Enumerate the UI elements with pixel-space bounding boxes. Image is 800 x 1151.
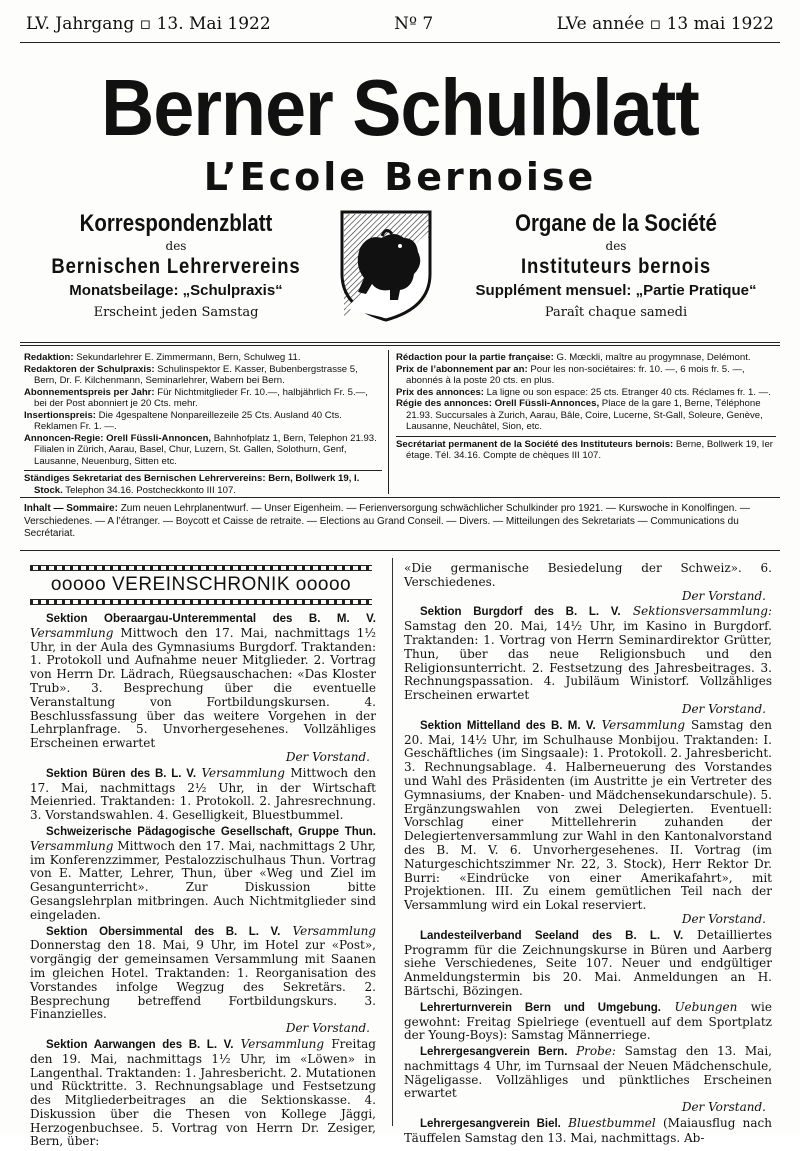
header-left-l5: Erscheint jeden Samstag: [93, 305, 259, 320]
header-rule: [20, 342, 780, 343]
header-rule-2: [20, 345, 780, 346]
issue-right: LVe année ▫ 13 mai 1922: [556, 14, 774, 34]
table-of-contents: [24, 503, 776, 541]
issue-number: Nº 7: [394, 14, 434, 34]
article-oberaargau: Sektion Oberaargau-Unteremmental des B. M. V. Versammlung Mittwoch den 17. Mai, nachmittags 1½ Uhr, in der Aula des Gymnasiums Burgdorf. Traktanden: 1. Protokoll und Aufnahme neuer Mitglieder. 2. Vortrag von Herrn Dr. Lädrach, Rüegsauschachen: «Das Kloster Trub». 3. Besprechung über die eventuelle Veranstaltung von Fortbildungskursen. 4. Beschlussfassung über das weitere Vorgehen in der Lehrplanfrage. 5. Unvorhergesehenes. Vollzähliges Erscheinen erwartet Der Vorstand.: [30, 613, 376, 764]
header-right-block: [456, 210, 776, 324]
issue-line: [26, 14, 774, 34]
masthead-title: Berner Schulblatt: [101, 63, 699, 152]
masthead-subtitle: L’Ecole Bernoise: [203, 155, 597, 199]
article-burgdorf: Sektion Burgdorf des B. L. V. Sektionsversammlung: Samstag den 20. Mai, 14½ Uhr, im Kasino in Burgdorf. Traktanden: 1. Vortrag von Herrn Seminardirektor Grütter, Thun, über das neue Religionsbuch und den Religionsunterricht. 2. Festsetzung des Jahresbeitrages. 3. Rechnungspassation. 4. Jubiläum Winistorf. Vollzähliges Erscheinen erwartet Der Vorstand.: [404, 604, 772, 716]
column-left: [30, 612, 376, 1151]
article-gesangverein-biel: Lehrergesangverein Biel. Bluestbummel (Maiausflug nach Täuffelen Samstag den 13. Mai, nachmittags. Ab-: [404, 1116, 772, 1145]
article-mittelland: Sektion Mittelland des B. M. V. Versammlung Samstag den 20. Mai, 14½ Uhr, im Schulhause Monbijou. Traktanden: I. Geschäftliches (im Singsaale): 1. Protokoll. 2. Jahresbericht. 3. Rechnungsablage. 4. Halberneuerung des Vorstandes und Wahl des Präsidenten (im Austritte je ein Vertreter des Gymnasiums, der Knaben- und Mädchensekundarschule). 5. Ergänzungswahlen von zwei Delegierten. Eventuell: Vorschlag einer Mittellehrerin zuhanden der Delegiertenversammlung zur Wahl in den Kantonalvorstand des B. M. V. 6. Unvorhergesehenes. II. Vortrag (im Naturgeschichtszimmer Nr. 22, 3. Stock), Herr Rektor Dr. Burri: «Eindrücke von einer Amerikafahrt», mit Projektionen. III. Zu einem gemütlichen Teil nach der Versammlung wird ein Lokal reserviert. Der Vorstand.: [404, 717, 772, 926]
info-divider: [388, 350, 389, 494]
info-rule: [20, 497, 780, 498]
article-seeland: Landesteilverband Seeland des B. L. V. Detailliertes Programm für die Zeichnungskurse in Büren und Aarberg siehe Verschiedenes, Seite 107. Neuer und endgültiger Anmeldungstermin bis 20. Mai. Anmeldungen an H. Bärtschi, Bözingen.: [404, 927, 772, 998]
column-divider: [392, 558, 393, 1126]
article-thun: Schweizerische Pädagogische Gesellschaft, Gruppe Thun. Versammlung Mittwoch den 17. Mai, nachmittags 2 Uhr, im Konferenzzimmer, Pestalozzischulhaus Thun. Vortrag von E. Matter, Lehrer, Thun, über «Weg und Ziel im Gesangunterricht». Zur Diskussion bitte Gesangslehrplan mitbringen. Auch Nichtmitglieder sind eingeladen.: [30, 825, 376, 922]
header-right-l2: des: [605, 239, 627, 253]
article-continuation: «Die germanische Besiedelung der Schweiz». 6. Verschiedenes. Der Vorstand.: [404, 561, 772, 603]
info-left: Redaktion: Sekundarlehrer E. Zimmermann, Bern, Schulweg 11. Redaktoren der Schulpraxis: Schulinspektor E. Kasser, Bubenbergstrasse 5, Bern, Dr. F. Kilchenmann, Seminarlehrer, Wabern bei Bern. Abonnementspreis per Jahr: Für Nichtmitglieder Fr. 10.—, halbjährlich Fr. 5.—, bei der Post abonniert je 20 Cts. mehr. Insertionspreis: Die 4gespaltene Nonpareillezeile 25 Cts. Ausland 40 Cts. Reklamen Fr. 1. —. Annoncen-Regie: Orell Füssli-Annoncen, Bahnhofplatz 1, Bern, Telephon 21.93. Filialen in Zürich, Aarau, Basel, Chur, Luzern, St. Gallen, Solothurn, Genf, Lausanne, Neuenburg, Sitten etc. Ständiges Sekretariat des Bernischen Lehrervereins: Bern, Bollwerk 19, I. Stock. Telephon 34.16. Postcheckkonto III 107.: [24, 352, 382, 496]
header-left-l3: Bernischen Lehrervereins: [51, 255, 301, 278]
ornament-bottom: [30, 599, 372, 605]
bear-coat-of-arms-icon: [338, 208, 434, 324]
header-right-l5: Paraît chaque samedi: [544, 305, 688, 320]
article-obersimmental: Sektion Obersimmental des B. L. V. Versammlung Donnerstag den 18. Mai, 9 Uhr, im Hotel zur «Post», vorgängig der gemeinsamen Versammlung mit Saanen im gleichen Hotel. Traktanden: 1. Reorganisation des Vorstandes infolge Wegzug des Sekretärs. 2. Besprechung betreffend Fortbildungskurs. 3. Finanzielles. Der Vorstand.: [30, 923, 376, 1036]
header-right-l3: Instituteurs bernois: [520, 255, 712, 278]
toc-rule: [20, 550, 780, 551]
header-right-l4: Supplément mensuel: „Partie Pratique“: [475, 282, 757, 299]
header-left-l1: Korrespondenzblatt: [79, 210, 273, 237]
vereinschronik-box: [30, 565, 372, 605]
column-right: [404, 562, 772, 1148]
toc-label: Inhalt — Sommaire:: [24, 503, 118, 514]
vereinschronik-title: ooooo VEREINSCHRONIK ooooo: [50, 574, 352, 595]
info-right: Rédaction pour la partie française: G. Mœckli, maître au progymnase, Delémont. Prix de l’abonnement par an: Pour les non-sociétaires: fr. 10. —, 6 mois fr. 5. —, abonnés à la poste 20 cts. en plus. Prix des annonces: La ligne ou son espace: 25 cts. Etranger 40 cts. Réclames fr. 1. —. Régie des annonces: Orell Füssli-Annonces, Place de la gare 1, Berne, Téléphone 21.93. Succursales à Zurich, Aarau, Bâle, Coire, Lucerne, St-Gall, Soleure, Genève, Lausanne, Neuchâtel, Sion, etc. Secrétariat permanent de la Société des Instituteurs bernois: Berne, Bollwerk 19, Ier étage. Tél. 34.16. Compte de chèques III 107.: [396, 352, 776, 462]
header-left-l4: Monatsbeilage: „Schulpraxis“: [69, 282, 283, 299]
top-rule: [20, 42, 780, 43]
article-aarwangen: Sektion Aarwangen des B. L. V. Versammlung Freitag den 19. Mai, nachmittags 1½ Uhr, im «Löwen» in Langenthal. Traktanden: 1. Jahresbericht. 2. Mutationen und Rücktritte. 3. Rechnungsablage und Festsetzung des Mitgliederbeitrages an die Sektionskasse. 4. Diskussion über die Thesen von Kollege Jäggi, Herzogenbuchsee. 5. Vortrag von Herrn Dr. Zesiger, Bern, über:: [30, 1036, 376, 1149]
article-turnverein: Lehrerturnverein Bern und Umgebung. Uebungen wie gewohnt: Freitag Spielriege (eventuell auf dem Sportplatz der Young-Boys): Samstag Männerriege.: [404, 999, 772, 1043]
article-bueren: Sektion Büren des B. L. V. Versammlung Mittwoch den 17. Mai, nachmittags 2½ Uhr, in der Wirtschaft Meienried. Traktanden: 1. Protokoll. 2. Jahresrechnung. 3. Vorstandswahlen. 4. Geselligkeit, Bluestbummel.: [30, 765, 376, 823]
header-left-block: [16, 210, 336, 324]
header-left-l2: des: [165, 239, 187, 253]
toc-text: Zum neuen Lehrplanentwurf. — Unser Eigenheim. — Ferienversorgung schwächlicher Schulkinder pro 1921. — Kurswoche in Konolfingen. — Verschiedenes. — A l’étranger. — Boycott et Caisse de retraite. — Elections au Grand Conseil. — Divers. — Mitteilungen des Sekretariats — Communications du Secrétariat.: [24, 503, 750, 539]
header-right-l1: Organe de la Société: [515, 210, 717, 237]
issue-left: LV. Jahrgang ▫ 13. Mai 1922: [26, 14, 271, 34]
article-gesangverein-bern: Lehrergesangverein Bern. Probe: Samstag den 13. Mai, nachmittags 4 Uhr, im Turnsaal der Neuen Mädchenschule, Nägeligasse. Vollzähliges und pünktliches Erscheinen erwartet Der Vorstand.: [404, 1044, 772, 1115]
